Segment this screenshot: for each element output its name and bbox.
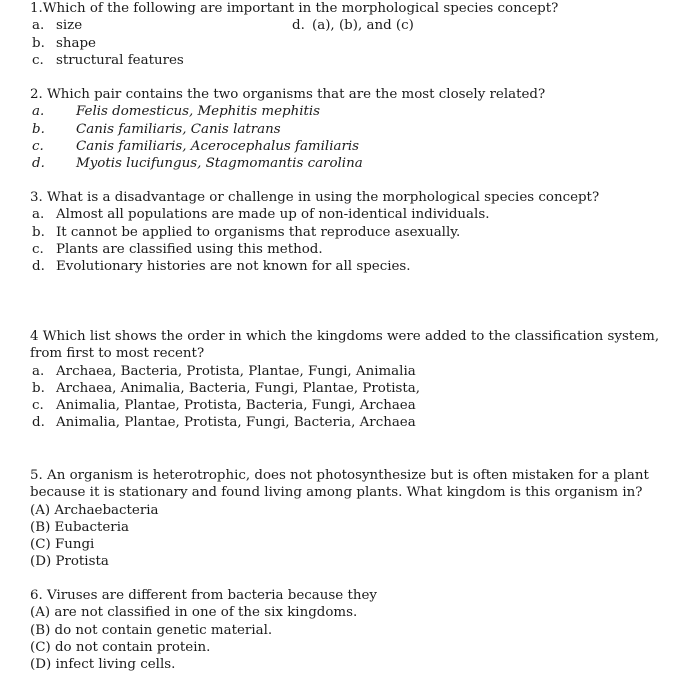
question-6-stem: 6. Viruses are different from bacteria because they — [30, 588, 377, 603]
question-2-option-d — [30, 155, 692, 172]
question-5-option-c: (C) Fungi — [30, 537, 95, 553]
option-text: Archaea, Animalia, Bacteria, Fungi, Plantae, Protista, — [56, 380, 420, 396]
question-5-option-a: (A) Archaebacteria — [30, 502, 159, 518]
option-letter: c. — [32, 138, 44, 154]
option-text: Animalia, Plantae, Protista, Fungi, Bacteria, Archaea — [56, 415, 416, 431]
question-4-option-c — [30, 397, 692, 414]
option-letter: d. — [32, 259, 45, 275]
question-5-option-d: (D) Protista — [30, 554, 109, 570]
question-3-option-a — [30, 206, 692, 223]
option-text: Felis domesticus, Mephitis mephitis — [76, 104, 321, 120]
question-6-option-a: (A) are not classified in one of the six kingdoms. — [30, 605, 358, 621]
question-2-option-c — [30, 138, 692, 155]
question-4-option-d — [30, 414, 692, 431]
option-letter: a. — [32, 18, 45, 34]
question-2-option-b — [30, 121, 692, 138]
question-3-option-d — [30, 258, 692, 275]
question-1-stem: 1.Which of the following are important in the morphological species concept? — [30, 1, 559, 16]
option-text: Canis familiaris, Acerocephalus familiaris — [76, 138, 360, 154]
question-6-option-c: (C) do not contain protein. — [30, 639, 211, 655]
option-text: Archaea, Bacteria, Protista, Plantae, Fungi, Animalia — [56, 363, 416, 379]
option-letter: a. — [32, 104, 45, 120]
question-1-option-d — [292, 17, 414, 34]
question-4-option-b — [30, 380, 692, 397]
question-1-option-b — [30, 35, 692, 52]
question-2-option-a — [30, 103, 692, 120]
option-letter: b. — [32, 224, 45, 240]
question-4-option-a — [30, 363, 692, 380]
option-text: Canis familiaris, Canis latrans — [76, 121, 281, 137]
option-letter: a. — [32, 363, 45, 379]
question-4 — [30, 328, 692, 432]
option-letter: c. — [32, 241, 44, 257]
option-text: Almost all populations are made up of non-identical individuals. — [56, 207, 490, 223]
question-3-stem: 3. What is a disadvantage or challenge in using the morphological species concept? — [30, 190, 600, 205]
question-6-option-d: (D) infect living cells. — [30, 657, 176, 673]
option-text: Animalia, Plantae, Protista, Bacteria, Fungi, Archaea — [56, 398, 416, 414]
option-text: structural features — [56, 52, 184, 68]
question-3 — [30, 189, 692, 275]
option-text: Plants are classified using this method. — [56, 241, 323, 257]
option-letter: b. — [32, 35, 45, 51]
option-text: size — [56, 18, 83, 34]
option-letter: c. — [32, 398, 44, 414]
question-6 — [30, 587, 692, 673]
question-5 — [30, 467, 692, 571]
option-text: It cannot be applied to organisms that reproduce asexually. — [56, 224, 461, 240]
question-2-stem: 2. Which pair contains the two organisms that are the most closely related? — [30, 87, 546, 102]
question-5-stem: 5. An organism is heterotrophic, does not photosynthesize but is often mistaken for a plant because it is stationary and found living among plants. What kingdom is this organism in? — [30, 468, 649, 501]
option-letter: b. — [32, 121, 45, 137]
option-letter: c. — [32, 52, 44, 68]
option-text: (a), (b), and (c) — [312, 18, 414, 34]
question-3-option-c — [30, 241, 692, 258]
question-5-option-b: (B) Eubacteria — [30, 519, 129, 535]
question-1-option-a — [30, 17, 692, 34]
question-2 — [30, 86, 692, 172]
option-letter: d. — [32, 415, 45, 431]
question-1 — [30, 0, 692, 69]
question-6-option-b: (B) do not contain genetic material. — [30, 622, 273, 638]
option-text: Myotis lucifungus, Stagmomantis carolina — [76, 156, 363, 172]
option-text: Evolutionary histories are not known for all species. — [56, 259, 411, 275]
question-4-stem: 4 Which list shows the order in which the kingdoms were added to the classification system, from first to most recent? — [30, 329, 660, 362]
option-letter: a. — [32, 207, 45, 223]
question-1-option-c — [30, 52, 692, 69]
option-letter: d. — [292, 18, 305, 34]
question-3-option-b — [30, 224, 692, 241]
option-text: shape — [56, 35, 96, 51]
option-letter: d. — [32, 156, 45, 172]
option-letter: b. — [32, 380, 45, 396]
